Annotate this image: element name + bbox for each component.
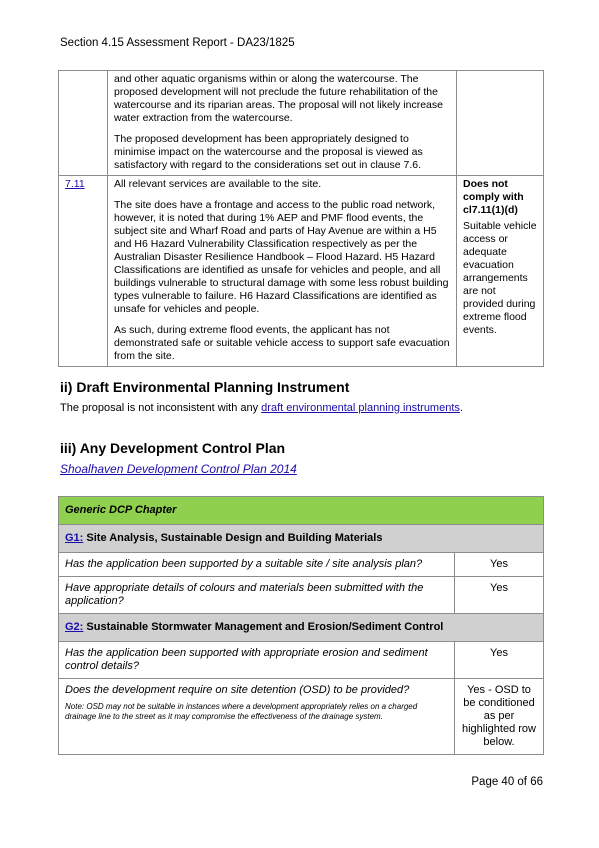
section-title-g1: [59, 525, 544, 553]
clause-text-cell: [108, 71, 457, 176]
table-row: [59, 176, 544, 367]
g1-link[interactable]: G1:: [65, 532, 84, 544]
paragraph: As such, during extreme flood events, the applicant has not demonstrated safe or suitable vehicle access to support safe evacuation from the site.: [114, 324, 450, 362]
table-row: [59, 679, 544, 755]
question-text: Does the development require on site detention (OSD) to be provided?: [65, 684, 410, 696]
table-row: [59, 525, 544, 553]
chapter-title: Generic DCP Chapter: [59, 497, 544, 525]
status-cell: [457, 176, 544, 367]
draft-epi-link[interactable]: draft environmental planning instruments: [261, 402, 460, 414]
clause-7-11-link[interactable]: 7.11: [65, 178, 85, 190]
answer-cell: Yes - OSD to be conditioned as per highlighted row below.: [455, 679, 544, 755]
paragraph: The proposed development has been appropriately designed to minimise impact on the watercourse and the proposal is viewed as satisfactory with regard to the considerations set out in clause 7.6.: [114, 133, 423, 171]
g2-link[interactable]: G2:: [65, 621, 84, 633]
table-row: [59, 71, 544, 176]
paragraph: The site does have a frontage and access to the public road network, however, it is noted that during 1% AEP and PMF flood events, the subject site and Wharf Road and parts of Hay Avenue are within a H5 and H6 Hazard Vulnerability Classification respectively as per the Australian Disaster Resilience Handbook – Flood Hazard. H5 Hazard Classifications are identified as unsafe for vehicles and people, and all buildings vulnerable to structural damage with some less robust building types vulnerable to failure. H6 Hazard Classifications are identified as unsafe for vehicles and people.: [114, 199, 449, 315]
section-title-text: Site Analysis, Sustainable Design and Building Materials: [83, 532, 383, 544]
body-text: .: [459, 402, 463, 414]
draft-epi-text: [60, 402, 463, 414]
body-text: The proposal is not inconsistent with any: [60, 402, 262, 414]
shoalhaven-dcp-link[interactable]: Shoalhaven Development Control Plan 2014: [60, 462, 297, 476]
section-title-g2: [59, 614, 544, 642]
paragraph: and other aquatic organisms within or along the watercourse. The proposed development will not preclude the future rehabilitation of the watercourse and its riparian areas. The proposal will not likely increase water extraction from the watercourse.: [114, 73, 443, 124]
section-title-text: Sustainable Stormwater Management and Erosion/Sediment Control: [83, 621, 444, 633]
dcp-table: [58, 496, 544, 755]
answer-cell: Yes: [455, 642, 544, 679]
table-row: [59, 577, 544, 614]
question-cell: [59, 679, 455, 755]
answer-cell: Yes: [455, 577, 544, 614]
clause-table: [58, 70, 544, 367]
question-cell: Has the application been supported with appropriate erosion and sediment control details?: [59, 642, 455, 679]
table-row: [59, 553, 544, 577]
page-header: Section 4.15 Assessment Report - DA23/1825: [60, 37, 295, 49]
question-cell: Has the application been supported by a suitable site / site analysis plan?: [59, 553, 455, 577]
table-row: [59, 642, 544, 679]
question-cell: Have appropriate details of colours and materials been submitted with the application?: [59, 577, 455, 614]
compliance-note: Suitable vehicle access or adequate evacuation arrangements are not provided during extreme flood events.: [463, 220, 537, 336]
clause-number-cell: [59, 176, 108, 367]
paragraph: All relevant services are available to the site.: [114, 178, 322, 190]
compliance-status: Does not comply with cl7.11(1)(d): [463, 178, 524, 216]
clause-number-cell: [59, 71, 108, 176]
section-heading-draft-epi: ii) Draft Environmental Planning Instrument: [60, 379, 350, 395]
page-number: Page 40 of 66: [471, 776, 543, 788]
question-note: Note: OSD may not be suitable in instances where a development appropriately relies on a charged drainage line to the street as it may compromise the effectiveness of the drainage system.: [65, 702, 418, 721]
status-cell: [457, 71, 544, 176]
section-heading-dcp: iii) Any Development Control Plan: [60, 440, 286, 456]
answer-cell: Yes: [455, 553, 544, 577]
table-row: [59, 614, 544, 642]
clause-text-cell: [108, 176, 457, 367]
table-row: [59, 497, 544, 525]
